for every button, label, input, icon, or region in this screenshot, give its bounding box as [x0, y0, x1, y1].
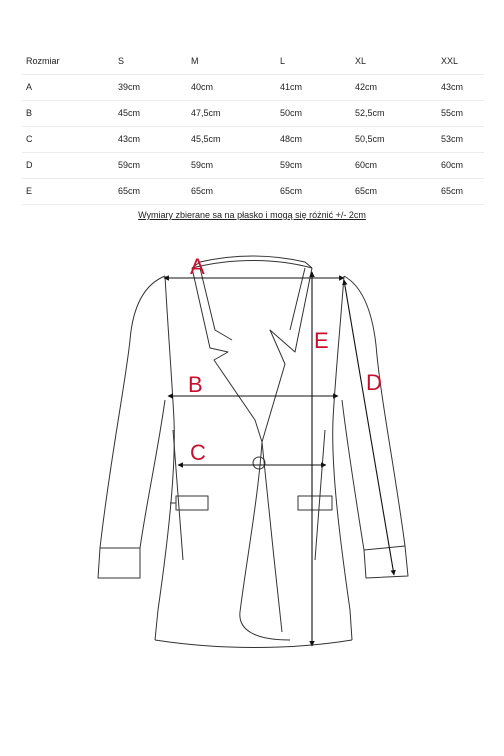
- header-cell: L: [280, 56, 286, 66]
- label-d: D: [366, 370, 382, 395]
- jacket-measurement-diagram: [0, 240, 504, 756]
- table-cell: D: [26, 160, 33, 170]
- table-cell: 45cm: [118, 108, 141, 118]
- jacket-outline: [98, 256, 408, 648]
- table-cell: 48cm: [280, 134, 303, 144]
- table-cell: 42cm: [355, 82, 378, 92]
- table-cell: 59cm: [191, 160, 214, 170]
- table-cell: A: [26, 82, 33, 92]
- label-c: C: [190, 440, 206, 465]
- label-b: B: [188, 372, 203, 397]
- table-cell: 40cm: [191, 82, 214, 92]
- header-cell: XXL: [441, 56, 459, 66]
- table-cell: 50cm: [280, 108, 303, 118]
- measurement-note: Wymiary zbierane sa na płasko i mogą się różnić +/- 2cm: [138, 210, 366, 220]
- table-cell: 65cm: [355, 186, 378, 196]
- table-cell: 53cm: [441, 134, 464, 144]
- table-cell: 41cm: [280, 82, 303, 92]
- table-row: [22, 126, 484, 153]
- measure-labels: [188, 254, 382, 465]
- table-cell: B: [26, 108, 33, 118]
- table-row: [22, 152, 484, 179]
- table-cell: 47,5cm: [191, 108, 221, 118]
- table-cell: 59cm: [280, 160, 303, 170]
- table-row: [22, 100, 484, 127]
- table-cell: 65cm: [118, 186, 141, 196]
- table-cell: 59cm: [118, 160, 141, 170]
- table-cell: 60cm: [441, 160, 464, 170]
- table-cell: E: [26, 186, 33, 196]
- table-cell: 60cm: [355, 160, 378, 170]
- label-a: A: [190, 254, 205, 279]
- table-cell: 45,5cm: [191, 134, 221, 144]
- table-cell: C: [26, 134, 33, 144]
- table-row: [22, 178, 484, 205]
- table-header-row: [22, 48, 484, 75]
- table-cell: 43cm: [118, 134, 141, 144]
- table-cell: 50,5cm: [355, 134, 385, 144]
- table-row: [22, 74, 484, 101]
- table-cell: 65cm: [280, 186, 303, 196]
- header-cell: XL: [355, 56, 367, 66]
- header-cell: M: [191, 56, 199, 66]
- label-e: E: [314, 328, 329, 353]
- header-cell: Rozmiar: [26, 56, 60, 66]
- table-cell: 39cm: [118, 82, 141, 92]
- table-cell: 52,5cm: [355, 108, 385, 118]
- table-cell: 55cm: [441, 108, 464, 118]
- table-cell: 43cm: [441, 82, 464, 92]
- table-cell: 65cm: [191, 186, 214, 196]
- table-cell: 65cm: [441, 186, 464, 196]
- header-cell: S: [118, 56, 125, 66]
